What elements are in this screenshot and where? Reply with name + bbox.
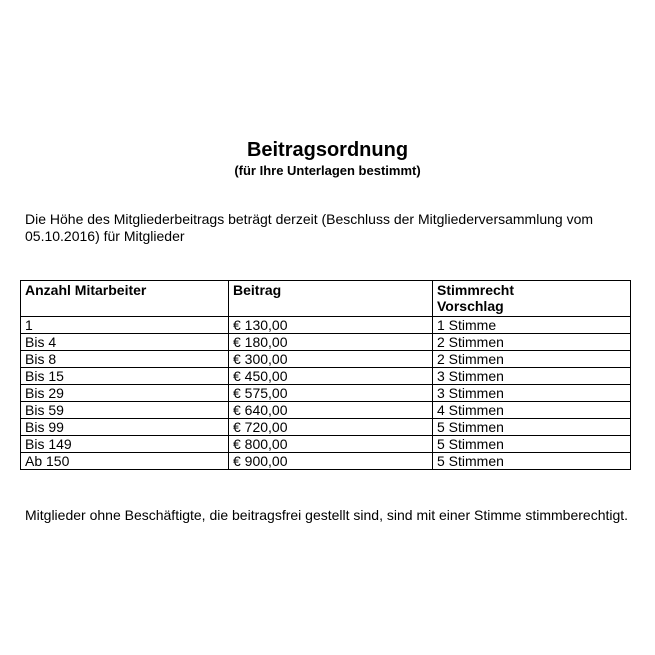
cell-votes: 5 Stimmen xyxy=(433,419,631,436)
cell-fee: € 130,00 xyxy=(229,317,433,334)
cell-fee: € 300,00 xyxy=(229,351,433,368)
cell-fee: € 900,00 xyxy=(229,453,433,470)
table-row xyxy=(21,385,631,402)
table-header-row xyxy=(21,281,631,317)
cell-employees: Bis 149 xyxy=(21,436,229,453)
fee-table xyxy=(20,280,631,470)
cell-employees: Bis 59 xyxy=(21,402,229,419)
cell-employees: Bis 29 xyxy=(21,385,229,402)
header-voting-right-text: Stimmrecht Vorschlag xyxy=(437,282,515,314)
intro-paragraph: Die Höhe des Mitgliederbeitrags beträgt derzeit (Beschluss der Mitgliederversammlung vom 05.10.2016) für Mitglieder xyxy=(25,211,594,244)
table-row xyxy=(21,419,631,436)
document-subtitle: (für Ihre Unterlagen bestimmt) xyxy=(234,163,421,178)
table-row xyxy=(21,368,631,385)
cell-fee: € 640,00 xyxy=(229,402,433,419)
table-row xyxy=(21,436,631,453)
cell-employees: Bis 15 xyxy=(21,368,229,385)
cell-fee: € 180,00 xyxy=(229,334,433,351)
cell-votes: 3 Stimmen xyxy=(433,385,631,402)
table-row xyxy=(21,334,631,351)
header-fee: Beitrag xyxy=(229,281,433,317)
cell-votes: 4 Stimmen xyxy=(433,402,631,419)
cell-employees: Ab 150 xyxy=(21,453,229,470)
table-row xyxy=(21,351,631,368)
cell-votes: 3 Stimmen xyxy=(433,368,631,385)
footer-paragraph: Mitglieder ohne Beschäftigte, die beitragsfrei gestellt sind, sind mit einer Stimme stimmberechtigt. xyxy=(25,507,629,523)
cell-fee: € 800,00 xyxy=(229,436,433,453)
cell-fee: € 450,00 xyxy=(229,368,433,385)
document-title: Beitragsordnung xyxy=(246,139,409,161)
cell-employees: Bis 99 xyxy=(21,419,229,436)
cell-votes: 5 Stimmen xyxy=(433,453,631,470)
cell-employees: Bis 8 xyxy=(21,351,229,368)
cell-fee: € 575,00 xyxy=(229,385,433,402)
cell-fee: € 720,00 xyxy=(229,419,433,436)
table-row xyxy=(21,402,631,419)
table-row xyxy=(21,317,631,334)
table-body xyxy=(21,317,631,470)
header-employees: Anzahl Mitarbeiter xyxy=(21,281,229,317)
cell-votes: 5 Stimmen xyxy=(433,436,631,453)
table-row xyxy=(21,453,631,470)
cell-votes: 2 Stimmen xyxy=(433,351,631,368)
header-voting-right xyxy=(433,281,631,317)
cell-employees: Bis 4 xyxy=(21,334,229,351)
cell-employees: 1 xyxy=(21,317,229,334)
cell-votes: 1 Stimme xyxy=(433,317,631,334)
cell-votes: 2 Stimmen xyxy=(433,334,631,351)
